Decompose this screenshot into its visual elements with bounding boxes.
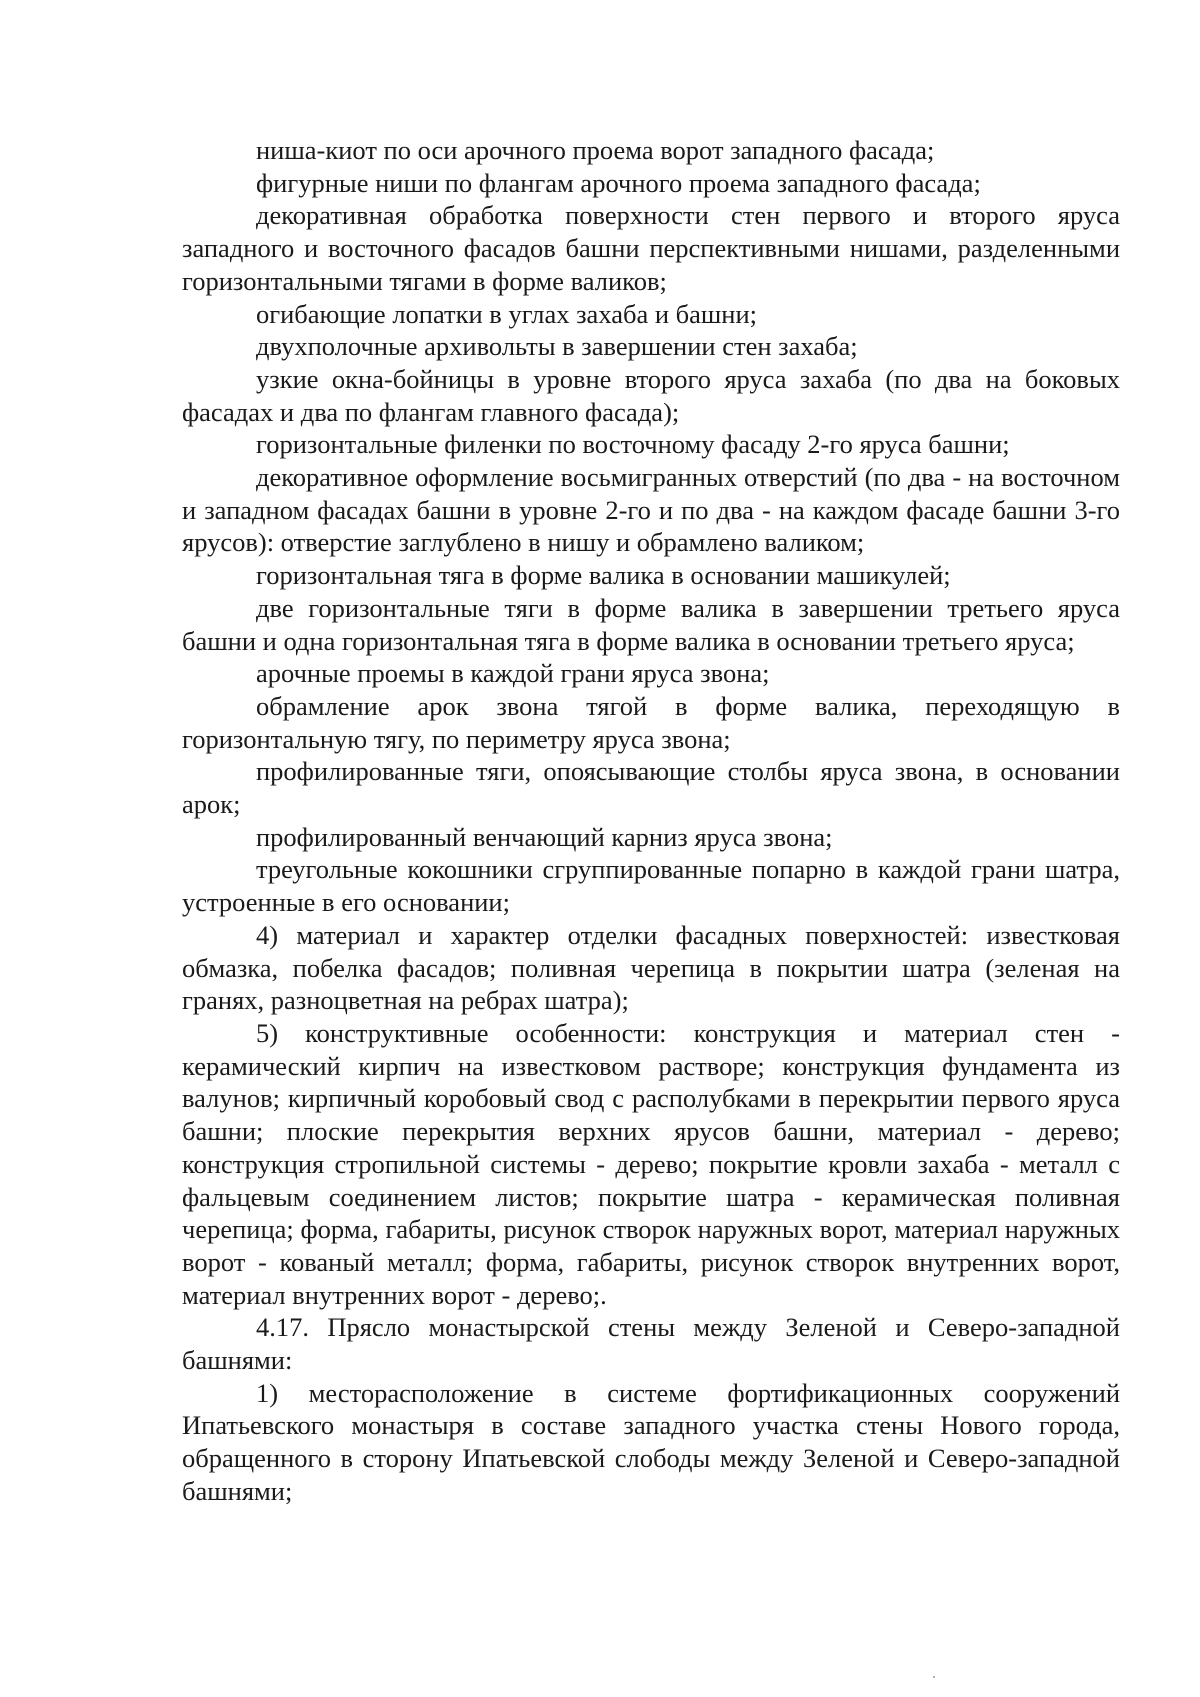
paragraph-niche-kiot: ниша-киот по оси арочного проема ворот западного фасада;: [256, 135, 935, 165]
paragraph-materials-finish: 4) материал и характер отделки фасадных поверхностей: известковая обмазка, побелка фасадов; поливная черепица в покрытии шатра (зеленая на гранях, разноцветная на ребрах шатра);: [182, 919, 1120, 1016]
paragraph-wall-decoration: декоративная обработка поверхности стен первого и второго яруса западного и восточного фасадов башни перспективными нишами, разделенными горизонтальными тягами в форме валиков;: [182, 200, 1120, 296]
paragraph-machicolation-cornice: горизонтальная тяга в форме валика в основании машикулей;: [256, 560, 951, 591]
paragraph-kokoshniks: треугольные кокошники сгруппированные попарно в каждой грани шатра, устроенные в его основании;: [182, 854, 1120, 918]
paragraph-arch-framing: обрамление арок звона тягой в форме валика, переходящую в горизонтальную тягу, по периметру яруса звона;: [182, 690, 1120, 754]
paragraph-location: 1) месторасположение в системе фортификационных сооружений Ипатьевского монастыря в составе западного участка стены Нового города, обращенного в сторону Ипатьевской слободы между Зеленой и Северо-западной башнями;: [182, 1377, 1120, 1506]
paragraph-profiled-cornices: профилированные тяги, опоясывающие столбы яруса звона, в основании арок;: [182, 756, 1120, 820]
paragraph-pilasters: огибающие лопатки в углах захаба и башни;: [256, 298, 758, 329]
document-body: [182, 134, 1120, 1508]
paragraph-belfry-arches: арочные проемы в каждой грани яруса звона;: [256, 658, 770, 689]
paragraph-third-tier-cornices: две горизонтальные тяги в форме валика в завершении третьего яруса башни и одна горизонтальная тяга в форме валика в основании третьего яруса;: [182, 592, 1120, 656]
paragraph-octagonal-openings: декоративное оформление восьмигранных отверстий (по два - на восточном и западном фасадах башни в уровне 2-го и по два - на каждом фасаде башни 3-го ярусов): отверстие заглублено в нишу и обрамлено валиком;: [182, 462, 1120, 558]
paragraph-section-4-17: 4.17. Прясло монастырской стены между Зеленой и Северо-западной башнями:: [182, 1312, 1120, 1376]
scan-speck: [933, 1676, 935, 1678]
paragraph-horizontal-panels: горизонтальные филенки по восточному фасаду 2-го яруса башни;: [256, 429, 1010, 460]
paragraph-archivolts: двухполочные архивольты в завершении стен захаба;: [256, 331, 858, 362]
paragraph-crowning-cornice: профилированный венчающий карниз яруса звона;: [256, 821, 833, 852]
paragraph-loophole-windows: узкие окна-бойницы в уровне второго яруса захаба (по два на боковых фасадах и два по флангам главного фасада);: [182, 363, 1120, 427]
paragraph-figured-niches: фигурные ниши по флангам арочного проема западного фасада;: [256, 167, 981, 198]
paragraph-structural-features: 5) конструктивные особенности: конструкция и материал стен - керамический кирпич на известковом растворе; конструкция фундамента из валунов; кирпичный коробовый свод с располубками в перекрытии первого яруса башни; плоские перекрытия верхних ярусов башни, материал - дерево; конструкция стропильной системы - дерево; покрытие кровли захаба - металл с фальцевым соединением листов; покрытие шатра - керамическая поливная черепица; форма, габариты, рисунок створок наружных ворот, материал наружных ворот - кованый металл; форма, габариты, рисунок створок внутренних ворот, материал внутренних ворот - дерево;.: [182, 1017, 1120, 1310]
